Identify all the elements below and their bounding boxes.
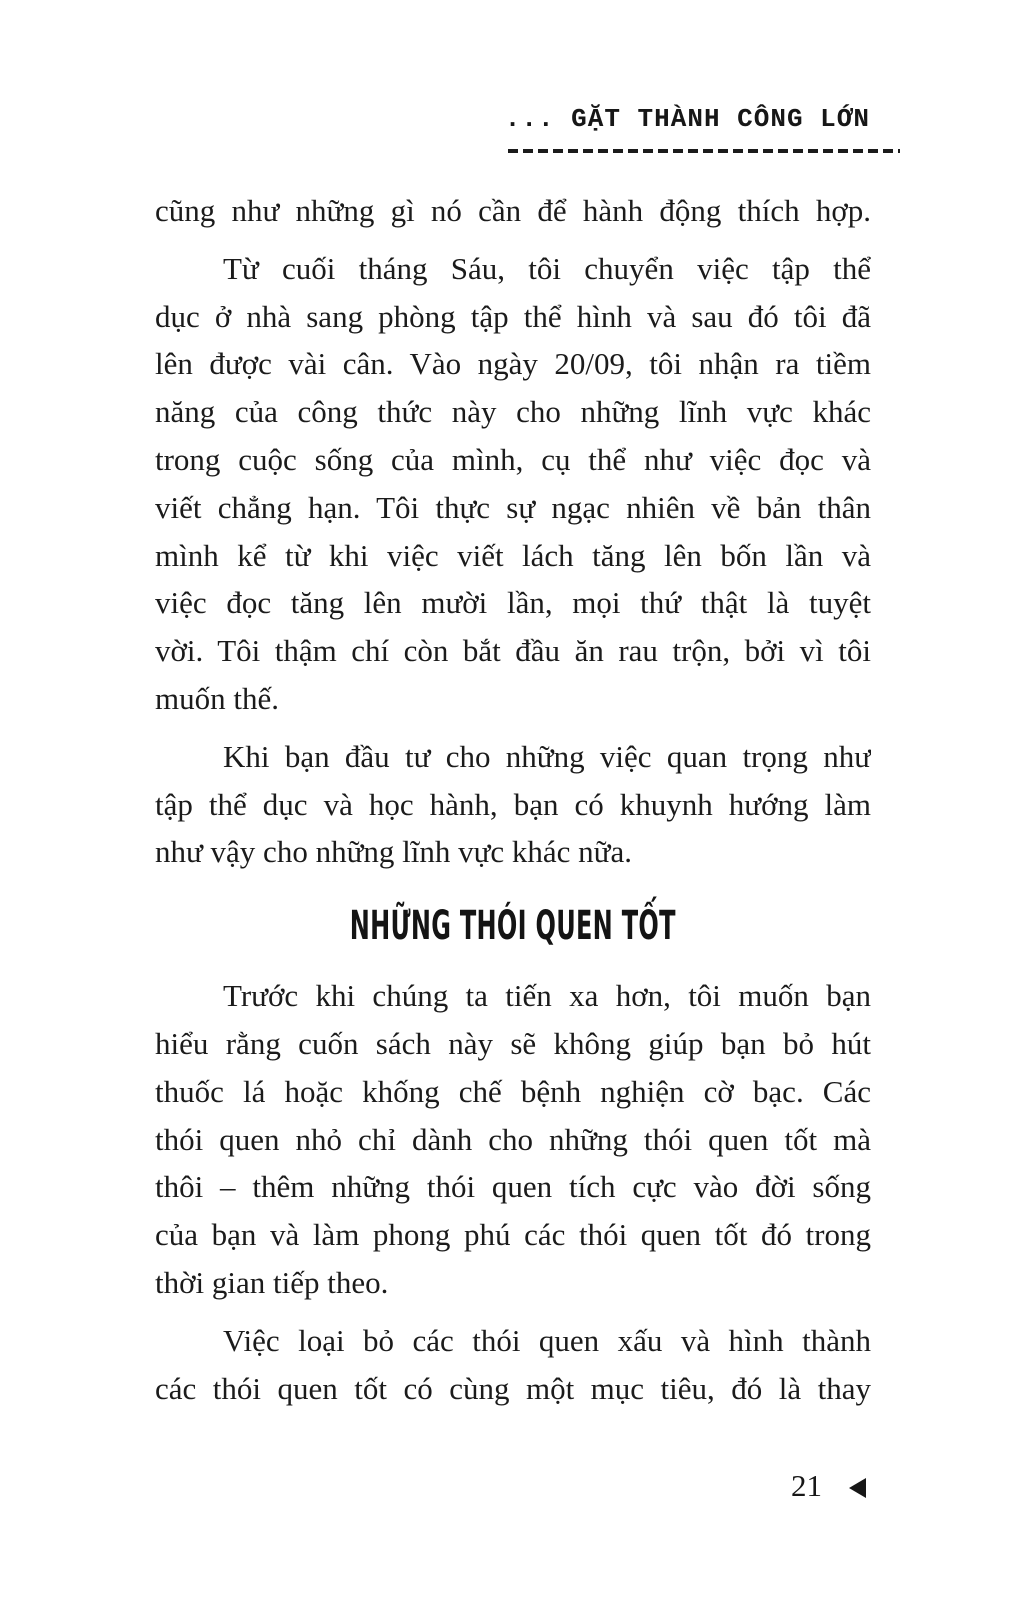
section-heading-text: NHỮNG THÓI QUEN TỐT [349,903,677,950]
body-line: Khi bạn đầu tư cho những việc quan trọng như [223,738,871,774]
page-number: 21 [791,1468,822,1503]
body-line: Việc loại bỏ các thói quen xấu và hình thành [223,1322,871,1358]
dashed-rule [508,149,900,153]
left-triangle-icon [849,1478,866,1498]
page-footer [791,1468,866,1504]
section-heading [155,902,871,950]
body-column [155,187,871,1422]
body-line: Từ cuối tháng Sáu, tôi chuyển việc tập thể [223,250,871,286]
body-line: cũng như những gì nó cần để hành động thích hợp. [155,193,871,228]
body-line: mình kể từ khi việc viết lách tăng lên bốn lần và [155,537,871,573]
body-line: trong cuộc sống của mình, cụ thể như việc đọc và [155,441,871,477]
body-line: Trước khi chúng ta tiến xa hơn, tôi muốn bạn [223,978,871,1014]
running-header: ... GẶT THÀNH CÔNG LỚN [504,104,870,134]
body-line: hiểu rằng cuốn sách này sẽ không giúp bạn bỏ hút [155,1025,871,1061]
body-line: viết chẳng hạn. Tôi thực sự ngạc nhiên về bản thân [155,489,871,525]
body-line: của bạn và làm phong phú các thói quen tốt đó trong [155,1217,871,1253]
body-line: muốn thế. [155,680,279,716]
body-line: năng của công thức này cho những lĩnh vực khác [155,394,871,430]
body-line: tập thể dục và học hành, bạn có khuynh hướng làm [155,786,871,822]
paragraph [155,972,871,1307]
body-line: thuốc lá hoặc khống chế bệnh nghiện cờ bạc. Các [155,1073,871,1109]
body-line: như vậy cho những lĩnh vực khác nữa. [155,834,632,870]
body-line: thói quen nhỏ chỉ dành cho những thói quen tốt mà [155,1121,871,1157]
body-line: vời. Tôi thậm chí còn bắt đầu ăn rau trộn, bởi vì tôi [155,633,871,669]
body-line: việc đọc tăng lên mười lần, mọi thứ thật là tuyệt [155,585,871,621]
paragraph [155,245,871,723]
paragraph [155,187,871,235]
body-line: dục ở nhà sang phòng tập thể hình và sau đó tôi đã [155,298,871,334]
paragraph [155,1317,871,1413]
paragraph [155,733,871,876]
body-line: các thói quen tốt có cùng một mục tiêu, đó là thay [155,1370,871,1406]
body-line: thời gian tiếp theo. [155,1264,389,1300]
body-line: thôi – thêm những thói quen tích cực vào đời sống [155,1169,871,1205]
body-line: lên được vài cân. Vào ngày 20/09, tôi nhận ra tiềm [155,346,871,382]
